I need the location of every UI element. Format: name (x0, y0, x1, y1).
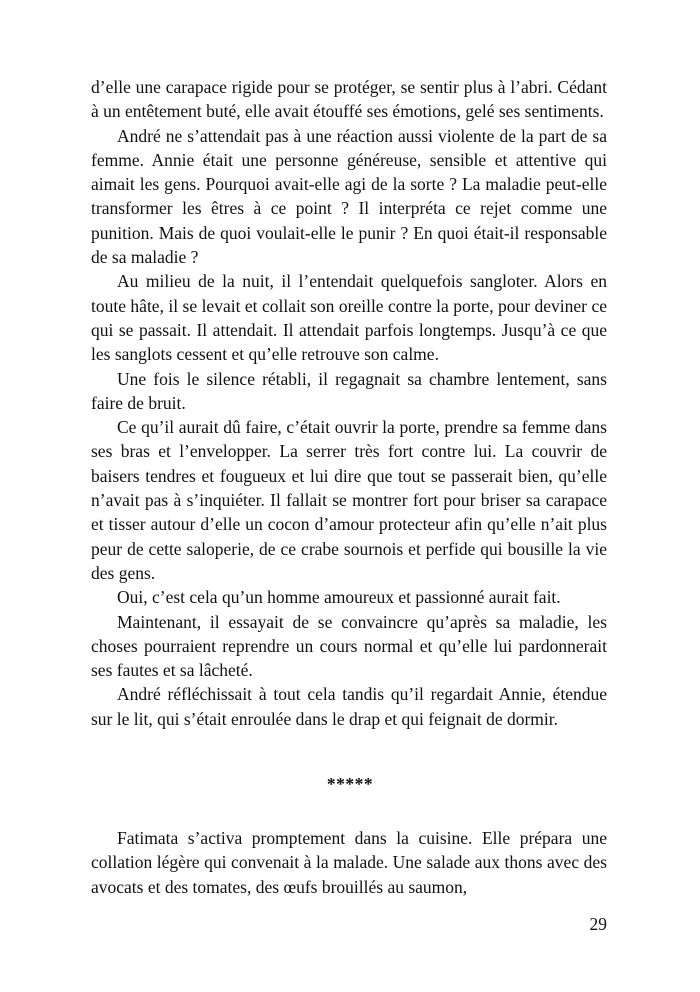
paragraph: Ce qu’il aurait dû faire, c’était ouvrir la porte, prendre sa femme dans ses bras et l’envelopper. La serrer très fort contre lui. La couvrir de baisers tendres et fougueux et lui dire que tout se passerait bien, qu’elle n’avait pas à s’inquiéter. Il fallait se montrer fort pour briser sa carapace et tisser autour d’elle un cocon d’amour protecteur afin qu’elle n’ait plus peur de cette saloperie, de ce crabe sournois et perfide qui bousille la vie des gens. (91, 417, 607, 583)
paragraph: Oui, c’est cela qu’un homme amoureux et passionné aurait fait. (117, 587, 561, 608)
paragraph: André réfléchissait à tout cela tandis qu’il regardait Annie, étendue sur le lit, qui s’était enroulée dans le drap et qui feignait de dormir. (91, 684, 607, 729)
paragraph: Au milieu de la nuit, il l’entendait quelquefois sangloter. Alors en toute hâte, il se levait et collait son oreille contre la porte, pour deviner ce qui se passait. Il attendait. Il attendait parfois longtemps. Jusqu’à ce que les sanglots cessent et qu’elle retrouve son calme. (91, 271, 607, 365)
section-two-text (91, 826, 607, 899)
paragraph-continued: d’elle une carapace rigide pour se protéger, se sentir plus à l’abri. Cédant à un entêtement buté, elle avait étouffé ses émotions, gelé ses sentiments. (91, 77, 607, 122)
section-one-text (91, 75, 607, 731)
section-separator: ***** (326, 774, 374, 794)
page-number: 29 (589, 914, 607, 934)
paragraph: André ne s’attendait pas à une réaction aussi violente de la part de sa femme. Annie était une personne généreuse, sensible et attentive qui aimait les gens. Pourquoi avait-elle agi de la sorte ? La maladie peut-elle transformer les êtres à ce point ? Il interpréta ce rejet comme une punition. Mais de quoi voulait-elle le punir ? En quoi était-il responsable de sa maladie ? (91, 125, 607, 268)
paragraph: Maintenant, il essayait de se convaincre qu’après sa maladie, les choses pourraient reprendre un cours normal et qu’elle lui pardonnerait ses fautes et sa lâcheté. (91, 611, 607, 681)
paragraph: Fatimata s’activa promptement dans la cuisine. Elle prépara une collation légère qui convenait à la malade. Une salade aux thons avec des avocats et des tomates, des œufs brouillés au saumon, (91, 828, 607, 897)
paragraph: Une fois le silence rétabli, il regagnait sa chambre lentement, sans faire de bruit. (91, 368, 607, 413)
